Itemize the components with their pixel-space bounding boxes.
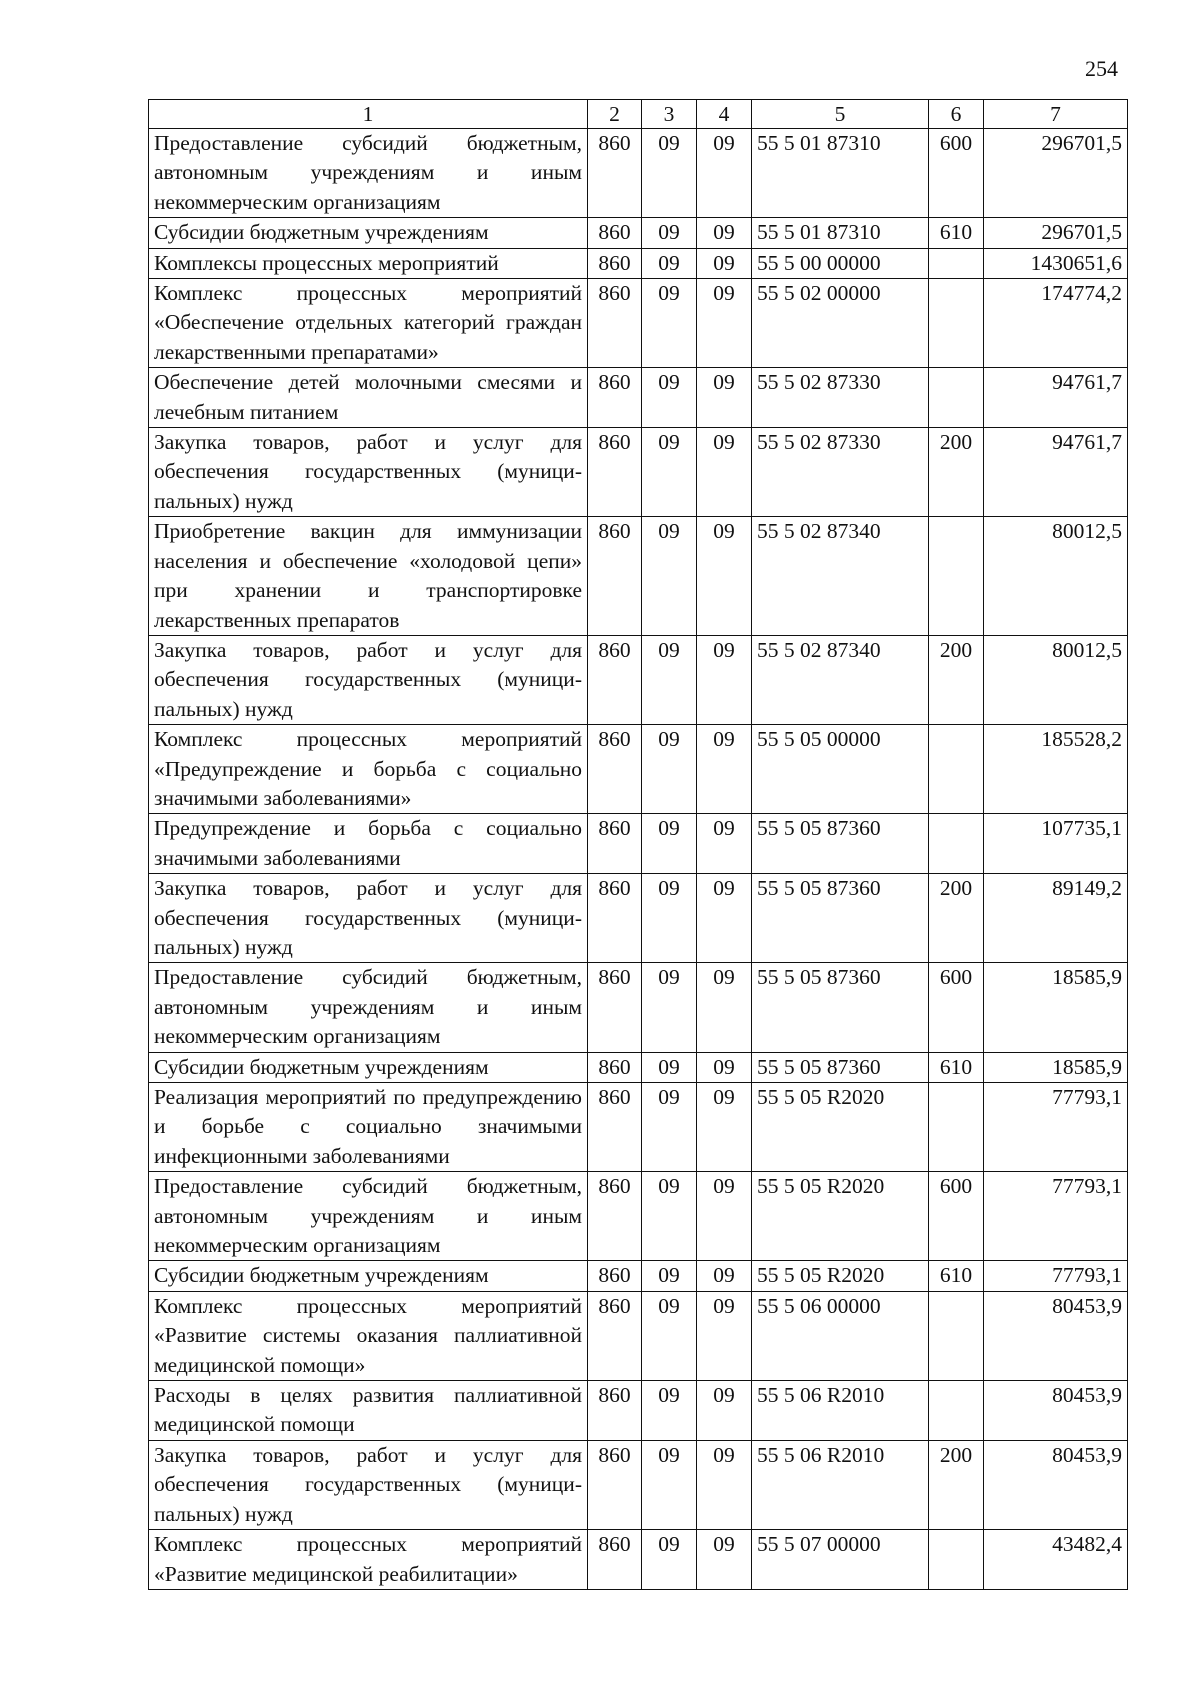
row-name-cell: Обеспечение детей молочными смесями и лечебным питанием — [149, 368, 588, 428]
expense-type-cell: 610 — [929, 218, 984, 248]
row-name-cell: Реализация мероприятий по предупреждению и борьбе с социально значимыми инфекционными заболеваниями — [149, 1083, 588, 1172]
expense-type-cell — [929, 814, 984, 874]
row-name-cell: Субсидии бюджетным учреждениям — [149, 1052, 588, 1082]
table-row — [149, 1530, 1128, 1590]
section-code-cell: 09 — [642, 963, 697, 1052]
target-article-cell: 55 5 02 87340 — [752, 635, 929, 724]
row-name-cell: Расходы в целях развития паллиативной медицинской помощи — [149, 1381, 588, 1441]
expense-type-cell — [929, 248, 984, 278]
row-name-cell: Закупка товаров, работ и услуг для обеспечения государственных (муниципальных) нужд — [149, 874, 588, 963]
target-article-cell: 55 5 06 R2010 — [752, 1381, 929, 1441]
subsection-code-cell: 09 — [697, 1381, 752, 1441]
ministry-code-cell: 860 — [588, 1261, 642, 1291]
amount-cell: 107735,1 — [984, 814, 1128, 874]
amount-cell: 77793,1 — [984, 1172, 1128, 1261]
ministry-code-cell: 860 — [588, 368, 642, 428]
row-name-cell: Предоставление субсидий бюджетным, автономным учреждениям и иным некоммерческим организациям — [149, 1172, 588, 1261]
section-code-cell: 09 — [642, 129, 697, 218]
row-name-cell: Комплекс процессных мероприятий «Обеспечение отдельных категорий граждан лекарственными препаратами» — [149, 279, 588, 368]
amount-cell: 80453,9 — [984, 1381, 1128, 1441]
row-name-cell: Комплекс процессных мероприятий «Развитие системы оказания паллиативной медицинской помощи» — [149, 1291, 588, 1380]
table-row — [149, 1381, 1128, 1441]
amount-cell: 80012,5 — [984, 517, 1128, 636]
expense-type-cell: 200 — [929, 428, 984, 517]
row-name-cell: Комплексы процессных мероприятий — [149, 248, 588, 278]
table-row — [149, 428, 1128, 517]
subsection-code-cell: 09 — [697, 725, 752, 814]
subsection-code-cell: 09 — [697, 248, 752, 278]
expense-type-cell — [929, 725, 984, 814]
ministry-code-cell: 860 — [588, 725, 642, 814]
subsection-code-cell: 09 — [697, 428, 752, 517]
ministry-code-cell: 860 — [588, 1052, 642, 1082]
section-code-cell: 09 — [642, 1261, 697, 1291]
subsection-code-cell: 09 — [697, 1530, 752, 1590]
section-code-cell: 09 — [642, 279, 697, 368]
row-name-cell: Предупреждение и борьба с социально значимыми заболеваниями — [149, 814, 588, 874]
column-header: 2 — [588, 100, 642, 129]
ministry-code-cell: 860 — [588, 635, 642, 724]
subsection-code-cell: 09 — [697, 1052, 752, 1082]
target-article-cell: 55 5 01 87310 — [752, 129, 929, 218]
target-article-cell: 55 5 05 R2020 — [752, 1172, 929, 1261]
column-header: 1 — [149, 100, 588, 129]
ministry-code-cell: 860 — [588, 279, 642, 368]
column-header: 3 — [642, 100, 697, 129]
subsection-code-cell: 09 — [697, 963, 752, 1052]
expense-type-cell: 610 — [929, 1261, 984, 1291]
section-code-cell: 09 — [642, 874, 697, 963]
ministry-code-cell: 860 — [588, 517, 642, 636]
ministry-code-cell: 860 — [588, 814, 642, 874]
amount-cell: 185528,2 — [984, 725, 1128, 814]
amount-cell: 18585,9 — [984, 963, 1128, 1052]
subsection-code-cell: 09 — [697, 517, 752, 636]
amount-cell: 77793,1 — [984, 1083, 1128, 1172]
table-row — [149, 1261, 1128, 1291]
row-name-cell: Закупка товаров, работ и услуг для обеспечения государственных (муниципальных) нужд — [149, 428, 588, 517]
expense-type-cell: 600 — [929, 963, 984, 1052]
subsection-code-cell: 09 — [697, 1291, 752, 1380]
subsection-code-cell: 09 — [697, 218, 752, 248]
target-article-cell: 55 5 05 87360 — [752, 814, 929, 874]
table-row — [149, 635, 1128, 724]
amount-cell: 94761,7 — [984, 368, 1128, 428]
expense-type-cell — [929, 1291, 984, 1380]
expense-type-cell — [929, 1083, 984, 1172]
target-article-cell: 55 5 05 87360 — [752, 963, 929, 1052]
row-name-cell: Комплекс процессных мероприятий «Развитие медицинской реабилитации» — [149, 1530, 588, 1590]
row-name-cell: Субсидии бюджетным учреждениям — [149, 1261, 588, 1291]
amount-cell: 80453,9 — [984, 1440, 1128, 1529]
section-code-cell: 09 — [642, 517, 697, 636]
row-name-cell: Закупка товаров, работ и услуг для обеспечения государственных (муниципальных) нужд — [149, 635, 588, 724]
expense-type-cell: 200 — [929, 874, 984, 963]
section-code-cell: 09 — [642, 635, 697, 724]
target-article-cell: 55 5 05 R2020 — [752, 1083, 929, 1172]
page-number: 254 — [1085, 56, 1118, 81]
target-article-cell: 55 5 07 00000 — [752, 1530, 929, 1590]
subsection-code-cell: 09 — [697, 814, 752, 874]
expense-type-cell: 200 — [929, 1440, 984, 1529]
ministry-code-cell: 860 — [588, 129, 642, 218]
subsection-code-cell: 09 — [697, 1440, 752, 1529]
table-row — [149, 129, 1128, 218]
expense-type-cell — [929, 279, 984, 368]
table-row — [149, 517, 1128, 636]
table-row — [149, 725, 1128, 814]
expense-type-cell: 610 — [929, 1052, 984, 1082]
expense-type-cell — [929, 368, 984, 428]
target-article-cell: 55 5 02 87340 — [752, 517, 929, 636]
table-row — [149, 814, 1128, 874]
section-code-cell: 09 — [642, 1440, 697, 1529]
target-article-cell: 55 5 05 R2020 — [752, 1261, 929, 1291]
amount-cell: 296701,5 — [984, 129, 1128, 218]
row-name-cell: Закупка товаров, работ и услуг для обеспечения государственных (муниципальных) нужд — [149, 1440, 588, 1529]
expense-type-cell: 600 — [929, 1172, 984, 1261]
column-header: 5 — [752, 100, 929, 129]
target-article-cell: 55 5 02 00000 — [752, 279, 929, 368]
table-row — [149, 1440, 1128, 1529]
table-row — [149, 1291, 1128, 1380]
section-code-cell: 09 — [642, 428, 697, 517]
row-name-cell: Комплекс процессных мероприятий «Предупреждение и борьба с социально значимыми заболеваниями» — [149, 725, 588, 814]
ministry-code-cell: 860 — [588, 428, 642, 517]
section-code-cell: 09 — [642, 814, 697, 874]
amount-cell: 80453,9 — [984, 1291, 1128, 1380]
table-row — [149, 368, 1128, 428]
section-code-cell: 09 — [642, 1291, 697, 1380]
target-article-cell: 55 5 06 R2010 — [752, 1440, 929, 1529]
section-code-cell: 09 — [642, 725, 697, 814]
subsection-code-cell: 09 — [697, 1261, 752, 1291]
amount-cell: 1430651,6 — [984, 248, 1128, 278]
header-row — [149, 100, 1128, 129]
ministry-code-cell: 860 — [588, 1291, 642, 1380]
target-article-cell: 55 5 00 00000 — [752, 248, 929, 278]
table-row — [149, 1052, 1128, 1082]
target-article-cell: 55 5 05 87360 — [752, 1052, 929, 1082]
ministry-code-cell: 860 — [588, 1530, 642, 1590]
expense-type-cell: 600 — [929, 129, 984, 218]
row-name-cell: Предоставление субсидий бюджетным, автономным учреждениям и иным некоммерческим организациям — [149, 129, 588, 218]
ministry-code-cell: 860 — [588, 1172, 642, 1261]
table-row — [149, 279, 1128, 368]
amount-cell: 174774,2 — [984, 279, 1128, 368]
section-code-cell: 09 — [642, 248, 697, 278]
ministry-code-cell: 860 — [588, 1083, 642, 1172]
subsection-code-cell: 09 — [697, 279, 752, 368]
section-code-cell: 09 — [642, 1172, 697, 1261]
subsection-code-cell: 09 — [697, 129, 752, 218]
section-code-cell: 09 — [642, 368, 697, 428]
subsection-code-cell: 09 — [697, 874, 752, 963]
amount-cell: 18585,9 — [984, 1052, 1128, 1082]
table-row — [149, 1083, 1128, 1172]
table-row — [149, 218, 1128, 248]
row-name-cell: Предоставление субсидий бюджетным, автономным учреждениям и иным некоммерческим организациям — [149, 963, 588, 1052]
target-article-cell: 55 5 05 00000 — [752, 725, 929, 814]
row-name-cell: Приобретение вакцин для иммунизации населения и обеспечение «холодовой цепи» при хранении и транспортировке лекарственных препаратов — [149, 517, 588, 636]
expense-type-cell — [929, 517, 984, 636]
table-row — [149, 963, 1128, 1052]
table-row — [149, 1172, 1128, 1261]
amount-cell: 80012,5 — [984, 635, 1128, 724]
budget-table — [148, 99, 1128, 1590]
ministry-code-cell: 860 — [588, 874, 642, 963]
subsection-code-cell: 09 — [697, 1083, 752, 1172]
subsection-code-cell: 09 — [697, 368, 752, 428]
ministry-code-cell: 860 — [588, 963, 642, 1052]
expense-type-cell: 200 — [929, 635, 984, 724]
row-name-cell: Субсидии бюджетным учреждениям — [149, 218, 588, 248]
column-header: 4 — [697, 100, 752, 129]
section-code-cell: 09 — [642, 1052, 697, 1082]
amount-cell: 94761,7 — [984, 428, 1128, 517]
amount-cell: 77793,1 — [984, 1261, 1128, 1291]
subsection-code-cell: 09 — [697, 1172, 752, 1261]
table-row — [149, 874, 1128, 963]
section-code-cell: 09 — [642, 1083, 697, 1172]
target-article-cell: 55 5 02 87330 — [752, 428, 929, 517]
expense-type-cell — [929, 1530, 984, 1590]
subsection-code-cell: 09 — [697, 635, 752, 724]
amount-cell: 89149,2 — [984, 874, 1128, 963]
ministry-code-cell: 860 — [588, 218, 642, 248]
expense-type-cell — [929, 1381, 984, 1441]
target-article-cell: 55 5 05 87360 — [752, 874, 929, 963]
target-article-cell: 55 5 02 87330 — [752, 368, 929, 428]
column-header: 7 — [984, 100, 1128, 129]
ministry-code-cell: 860 — [588, 1440, 642, 1529]
target-article-cell: 55 5 06 00000 — [752, 1291, 929, 1380]
target-article-cell: 55 5 01 87310 — [752, 218, 929, 248]
column-header: 6 — [929, 100, 984, 129]
table-row — [149, 248, 1128, 278]
section-code-cell: 09 — [642, 1381, 697, 1441]
ministry-code-cell: 860 — [588, 1381, 642, 1441]
amount-cell: 296701,5 — [984, 218, 1128, 248]
section-code-cell: 09 — [642, 1530, 697, 1590]
ministry-code-cell: 860 — [588, 248, 642, 278]
section-code-cell: 09 — [642, 218, 697, 248]
amount-cell: 43482,4 — [984, 1530, 1128, 1590]
